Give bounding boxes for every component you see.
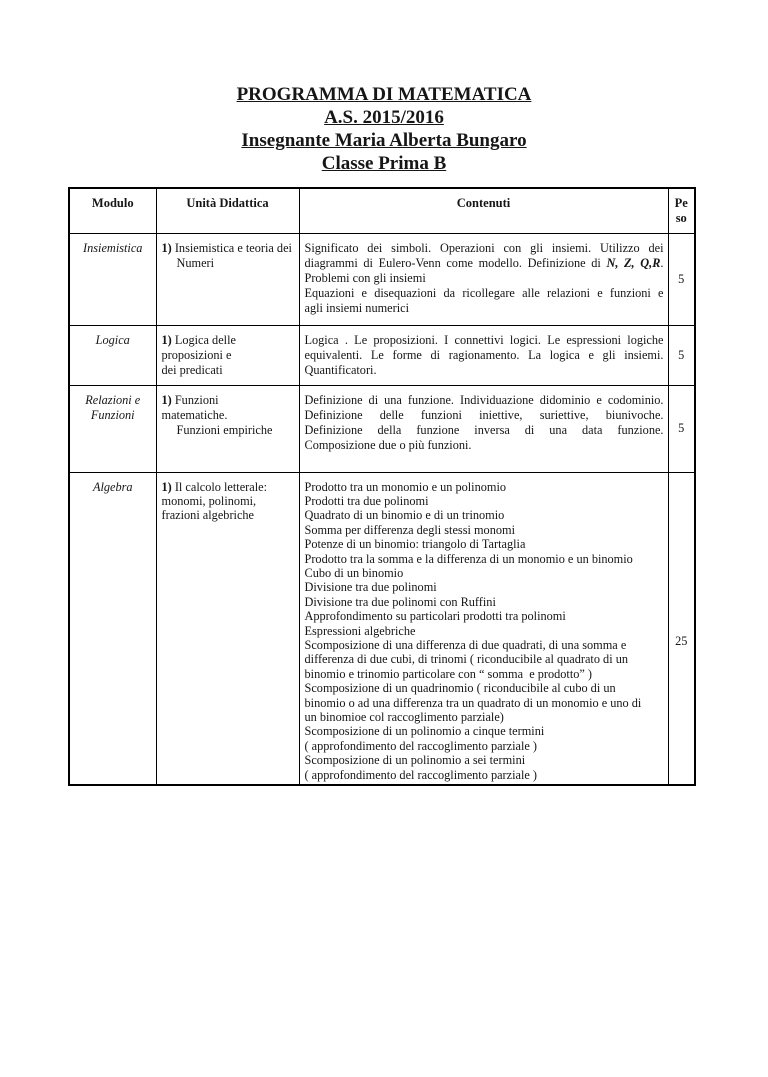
text-segment: Divisione tra due polinomi bbox=[304, 580, 437, 595]
table-row-relazioni-funzioni bbox=[69, 385, 695, 472]
title-line-program: PROGRAMMA DI MATEMATICA bbox=[236, 84, 532, 105]
text-segment: Divisione tra due polinomi con Ruffini bbox=[304, 594, 496, 609]
text-segment: Scomposizione di una differenza di due quadrati, di una somma e bbox=[304, 637, 627, 652]
text-line bbox=[305, 537, 664, 551]
modulo-cell: Insiemistica bbox=[69, 233, 156, 325]
text-segment: Significato dei simboli. Operazioni con gli insiemi. Utilizzo dei bbox=[304, 240, 664, 255]
header-peso bbox=[668, 188, 695, 233]
emphasized-text: 1) bbox=[161, 392, 175, 407]
text-line bbox=[162, 408, 297, 423]
text-line bbox=[162, 480, 297, 494]
text-segment: ( approfondimento del raccoglimento parziale ) bbox=[304, 738, 538, 753]
text-line bbox=[305, 609, 664, 623]
emphasized-text: 1) bbox=[161, 479, 175, 494]
text-segment: monomi, polinomi, bbox=[161, 493, 257, 508]
unita-didattica-cell bbox=[156, 325, 299, 385]
text-line bbox=[162, 256, 297, 271]
text-line bbox=[305, 438, 664, 453]
text-segment: Definizione delle funzioni iniettive, suriettive, biunivoche. bbox=[304, 407, 664, 422]
text-segment: equivalenti. Le forme di ragionamento. La logica e gli insiemi. bbox=[304, 347, 664, 362]
text-line bbox=[305, 710, 664, 724]
text-line bbox=[162, 241, 297, 256]
text-segment: Approfondimento su particolari prodotti tra polinomi bbox=[304, 609, 566, 624]
peso-cell: 5 bbox=[668, 385, 695, 472]
emphasized-text: 1) bbox=[161, 332, 175, 347]
text-segment: agli insiemi numerici bbox=[304, 300, 409, 315]
text-line bbox=[162, 333, 297, 348]
contenuti-cell bbox=[299, 233, 668, 325]
text-line bbox=[162, 348, 297, 363]
text-segment: Scomposizione di un quadrinomio ( riconducibile al cubo di un bbox=[304, 681, 616, 696]
unita-didattica-cell bbox=[156, 385, 299, 472]
text-line bbox=[305, 286, 664, 301]
header-contenuti: Contenuti bbox=[299, 188, 668, 233]
text-line bbox=[305, 480, 664, 494]
text-segment: Cubo di un binomio bbox=[304, 565, 404, 580]
peso-cell: 25 bbox=[668, 472, 695, 785]
unita-didattica-cell bbox=[156, 233, 299, 325]
text-segment: binomio e trinomio particolare con “ somma e prodotto” ) bbox=[304, 666, 593, 681]
text-segment: Composizione due o più funzioni. bbox=[304, 437, 472, 452]
text-line bbox=[162, 423, 297, 438]
contenuti-cell bbox=[299, 325, 668, 385]
modulo-cell: Logica bbox=[69, 325, 156, 385]
text-segment: Espressioni algebriche bbox=[304, 623, 416, 638]
text-segment: frazioni algebriche bbox=[161, 508, 255, 523]
text-line bbox=[305, 566, 664, 580]
text-segment: Somma per differenza degli stessi monomi bbox=[304, 522, 515, 537]
text-segment: Equazioni e disequazioni da ricollegare alle relazioni e funzioni e bbox=[304, 285, 664, 300]
text-segment: differenza di due cubi, di trinomi ( riconducibile al quadrato di un bbox=[304, 652, 628, 667]
text-segment: Problemi con gli insiemi bbox=[304, 270, 426, 285]
text-segment: proposizioni e bbox=[161, 347, 232, 362]
text-segment: Logica . Le proposizioni. I connettivi logici. Le espressioni logiche bbox=[304, 332, 664, 347]
text-line bbox=[305, 552, 664, 566]
text-line bbox=[305, 624, 664, 638]
unita-didattica-cell bbox=[156, 472, 299, 785]
text-line bbox=[305, 638, 664, 652]
text-segment: Funzioni bbox=[174, 392, 219, 407]
text-segment: Quadrato di un binomio e di un trinomio bbox=[304, 508, 505, 523]
title-line-class: Classe Prima B bbox=[321, 153, 447, 174]
table-header-row bbox=[69, 188, 695, 233]
text-line bbox=[162, 508, 297, 522]
text-line bbox=[305, 768, 664, 782]
text-line bbox=[305, 652, 664, 666]
text-segment: Scomposizione di un polinomio a sei termini bbox=[304, 753, 526, 768]
text-segment: Scomposizione di un polinomio a cinque termini bbox=[304, 724, 545, 739]
text-segment: Numeri bbox=[176, 255, 215, 270]
text-line bbox=[305, 393, 664, 408]
text-segment: matematiche. bbox=[161, 407, 228, 422]
text-line bbox=[305, 241, 664, 256]
text-line bbox=[162, 494, 297, 508]
table-row-logica bbox=[69, 325, 695, 385]
peso-cell: 5 bbox=[668, 325, 695, 385]
text-line bbox=[305, 408, 664, 423]
text-segment: Logica delle bbox=[174, 332, 236, 347]
text-line bbox=[305, 739, 664, 753]
text-segment: un binomioe col raccoglimento parziale) bbox=[304, 710, 504, 724]
text-line bbox=[305, 423, 664, 438]
modulo-cell: Algebra bbox=[69, 472, 156, 785]
text-line bbox=[305, 681, 664, 695]
text-line bbox=[305, 256, 664, 271]
text-line bbox=[305, 523, 664, 537]
text-segment: Prodotto tra un monomio e un polinomio bbox=[304, 479, 507, 494]
program-table bbox=[68, 187, 696, 786]
text-segment: Prodotti tra due polinomi bbox=[304, 493, 429, 508]
text-line bbox=[305, 595, 664, 609]
peso-cell: 5 bbox=[668, 233, 695, 325]
text-segment: Funzioni empiriche bbox=[176, 422, 273, 437]
text-segment: Quantificatori. bbox=[304, 362, 377, 377]
header-peso-line-2: so bbox=[675, 211, 687, 225]
text-line bbox=[162, 393, 297, 408]
title-line-teacher: Insegnante Maria Alberta Bungaro bbox=[241, 130, 527, 151]
text-line bbox=[305, 580, 664, 594]
title-line-year: A.S. 2015/2016 bbox=[324, 107, 444, 128]
modulo-cell: Relazioni e Funzioni bbox=[69, 385, 156, 472]
text-line bbox=[305, 508, 664, 522]
text-line bbox=[305, 301, 664, 316]
text-segment: Potenze di un binomio: triangolo di Tartaglia bbox=[304, 537, 526, 552]
document-title bbox=[0, 83, 768, 175]
text-line bbox=[305, 271, 664, 286]
text-segment: . bbox=[660, 255, 664, 270]
text-segment: diagrammi di Eulero-Venn come modello. Definizione di bbox=[304, 255, 607, 270]
emphasized-text: 1) bbox=[161, 240, 175, 255]
text-segment: Prodotto tra la somma e la differenza di un monomio e un binomio bbox=[304, 551, 633, 566]
text-line bbox=[305, 333, 664, 348]
table-row-algebra bbox=[69, 472, 695, 785]
table-row-insiemistica bbox=[69, 233, 695, 325]
text-line bbox=[305, 724, 664, 738]
text-segment: ( approfondimento del raccoglimento parziale ) bbox=[304, 767, 538, 782]
text-line bbox=[305, 753, 664, 767]
header-unita-didattica: Unità Didattica bbox=[156, 188, 299, 233]
contenuti-cell bbox=[299, 472, 668, 785]
text-line bbox=[305, 348, 664, 363]
emphasized-text: N, Z, Q,R bbox=[606, 255, 661, 270]
text-line bbox=[305, 363, 664, 378]
text-segment: dei predicati bbox=[161, 362, 223, 377]
text-segment: binomio o ad una differenza tra un quadrato di un monomio e uno di bbox=[304, 695, 642, 710]
text-segment: Insiemistica e teoria dei bbox=[174, 240, 292, 255]
header-modulo: Modulo bbox=[69, 188, 156, 233]
text-line bbox=[305, 494, 664, 508]
text-segment: Il calcolo letterale: bbox=[174, 479, 268, 494]
text-line bbox=[162, 363, 297, 378]
contenuti-cell bbox=[299, 385, 668, 472]
text-line bbox=[305, 696, 664, 710]
header-peso-line-1: Pe bbox=[674, 196, 688, 210]
document-page bbox=[0, 83, 768, 1077]
text-segment: Definizione della funzione inversa di una data funzione. bbox=[304, 422, 664, 437]
text-line bbox=[305, 667, 664, 681]
text-segment: Definizione di una funzione. Individuazione didominio e codominio. bbox=[304, 392, 664, 407]
